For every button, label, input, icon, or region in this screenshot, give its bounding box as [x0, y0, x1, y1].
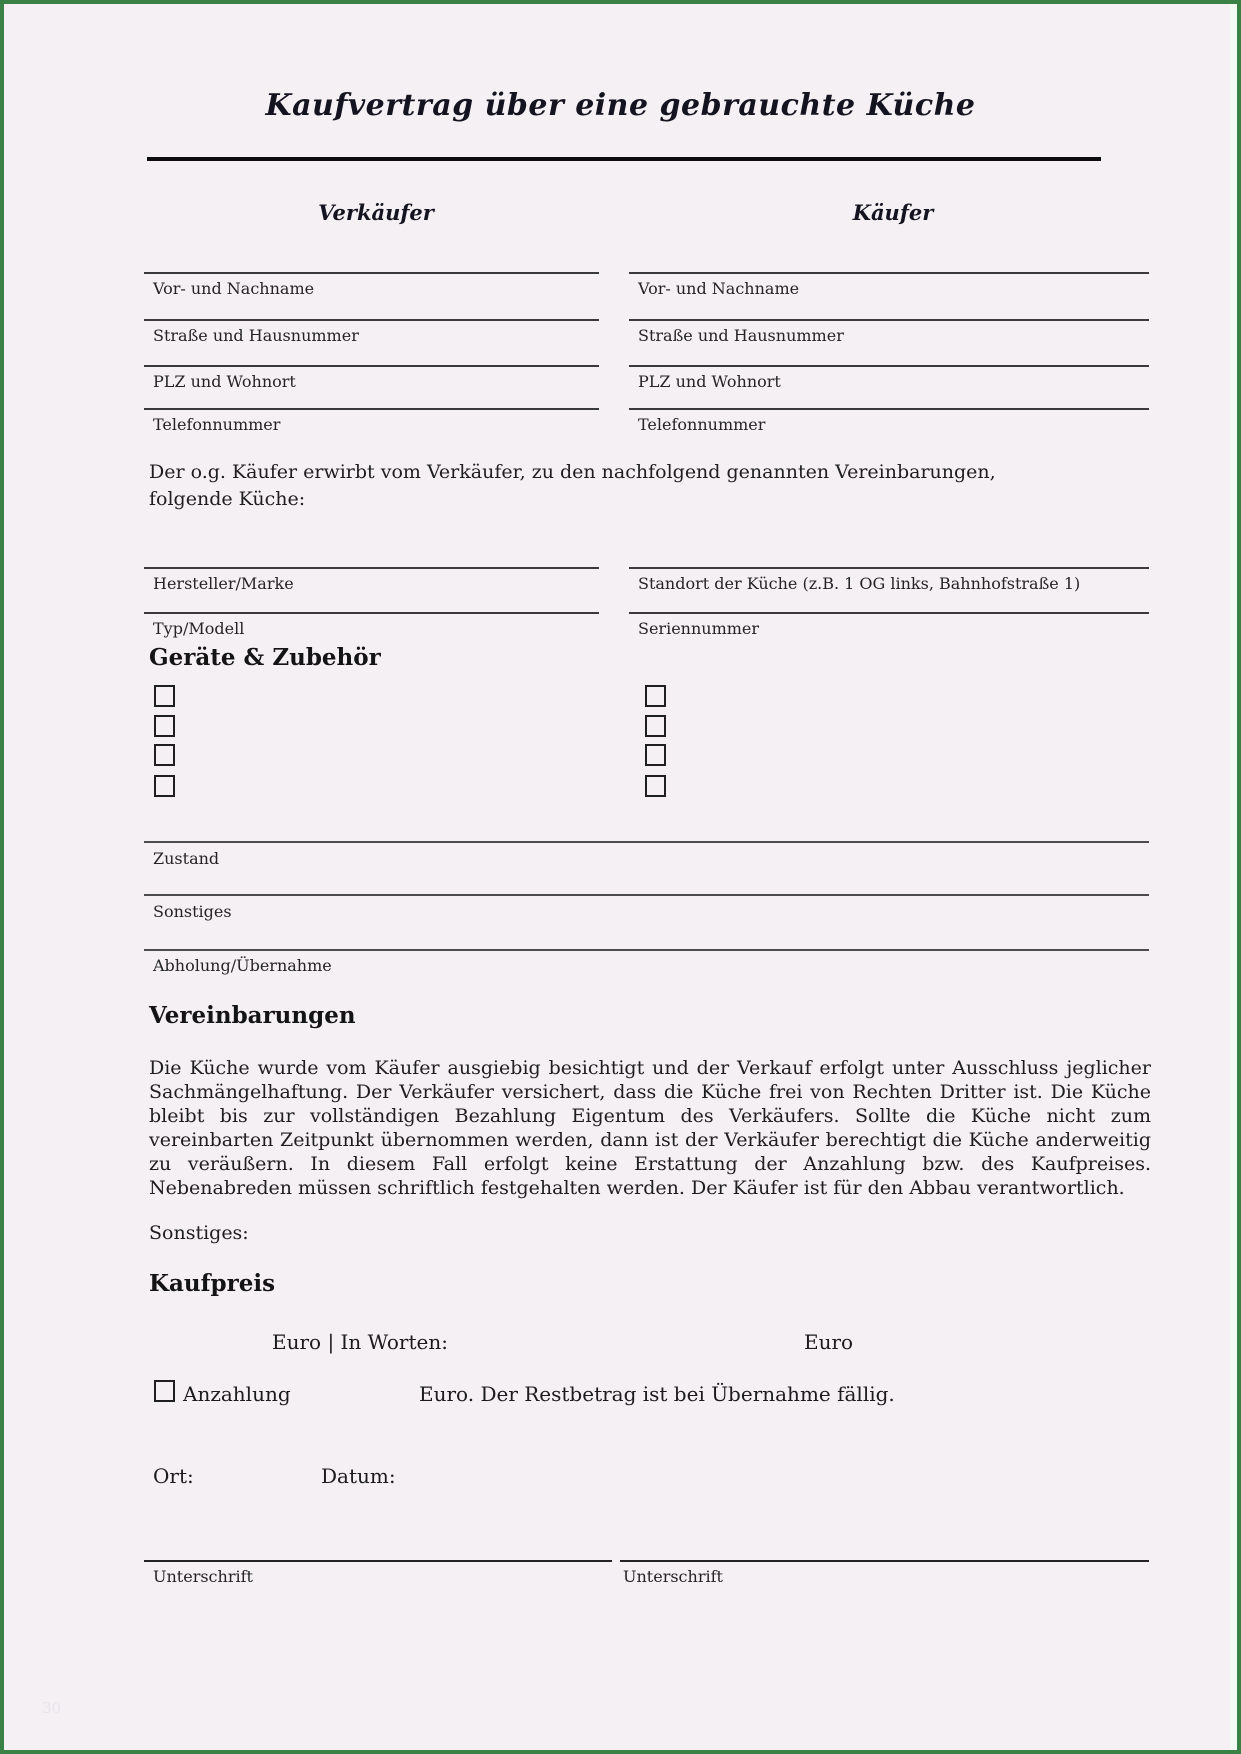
buyer-signature-line[interactable] — [620, 1560, 1149, 1562]
ort-label: Ort: — [153, 1464, 194, 1488]
equipment-checkbox-left-3[interactable] — [154, 744, 175, 766]
equipment-checkbox-right-1[interactable] — [645, 685, 666, 707]
buyer-city-field-line[interactable] — [629, 365, 1149, 367]
pickup-field-line[interactable] — [144, 949, 1149, 951]
seller-street-label: Straße und Hausnummer — [153, 326, 359, 345]
buyer-signature-label: Unterschrift — [623, 1567, 723, 1586]
equipment-checkbox-right-4[interactable] — [645, 775, 666, 797]
sonstiges-label: Sonstiges: — [149, 1222, 249, 1244]
misc-field-line[interactable] — [144, 894, 1149, 896]
model-label: Typ/Modell — [153, 619, 245, 638]
buyer-city-label: PLZ und Wohnort — [638, 372, 781, 391]
location-label: Standort der Küche (z.B. 1 OG links, Bahnhofstraße 1) — [638, 574, 1081, 593]
pickup-label: Abholung/Übernahme — [153, 956, 332, 975]
buyer-phone-field-line[interactable] — [629, 408, 1149, 410]
seller-name-field-line[interactable] — [144, 272, 599, 274]
equipment-heading: Geräte & Zubehör — [149, 644, 381, 671]
seller-city-label: PLZ und Wohnort — [153, 372, 296, 391]
location-field-line[interactable] — [629, 567, 1149, 569]
buyer-street-field-line[interactable] — [629, 319, 1149, 321]
page-number-watermark: 30 — [42, 1699, 62, 1717]
equipment-checkbox-left-1[interactable] — [154, 685, 175, 707]
equipment-checkbox-right-2[interactable] — [645, 715, 666, 737]
euro-in-words-label: Euro | In Worten: — [272, 1330, 448, 1354]
condition-field-line[interactable] — [144, 841, 1149, 843]
page-title: Kaufvertrag über eine gebrauchte Küche — [265, 88, 976, 123]
price-heading: Kaufpreis — [149, 1270, 276, 1297]
seller-signature-line[interactable] — [144, 1560, 612, 1562]
deposit-label: Anzahlung — [183, 1382, 291, 1406]
datum-label: Datum: — [321, 1464, 396, 1488]
page-edge-strip — [1230, 4, 1237, 1750]
serial-field-line[interactable] — [629, 612, 1149, 614]
seller-signature-label: Unterschrift — [153, 1567, 253, 1586]
seller-phone-field-line[interactable] — [144, 408, 599, 410]
manufacturer-field-line[interactable] — [144, 567, 599, 569]
buyer-heading: Käufer — [852, 200, 934, 225]
equipment-checkbox-left-4[interactable] — [154, 775, 175, 797]
model-field-line[interactable] — [144, 612, 599, 614]
seller-city-field-line[interactable] — [144, 365, 599, 367]
agreements-paragraph: Die Küche wurde vom Käufer ausgiebig besichtigt und der Verkauf erfolgt unter Ausschluss jeglicher Sachmängelhaftung. Der Verkäufer versichert, dass die Küche frei von Rechten Dritter ist. Die Küche bleibt bis zur vollständigen Bezahlung Eigentum des Verkäufers. Sollte die Küche nicht zum vereinbarten Zeitpunkt übernommen werden, dann ist der Verkäufer berechtigt die Küche anderweitig zu veräußern. In diesem Fall erfolgt keine Erstattung der Anzahlung bzw. des Kaufpreises. Nebenabreden müssen schriftlich festgehalten werden. Der Käufer ist für den Abbau verantwortlich. — [149, 1057, 1151, 1199]
seller-street-field-line[interactable] — [144, 319, 599, 321]
misc-label: Sonstiges — [153, 902, 232, 921]
manufacturer-label: Hersteller/Marke — [153, 574, 294, 593]
intro-paragraph: Der o.g. Käufer erwirbt vom Verkäufer, zu den nachfolgend genannten Vereinbarungen, folgende Küche: — [149, 461, 996, 510]
seller-name-label: Vor- und Nachname — [153, 279, 315, 298]
title-rule — [147, 157, 1101, 161]
buyer-name-label: Vor- und Nachname — [638, 279, 800, 298]
buyer-phone-label: Telefonnummer — [638, 415, 766, 434]
buyer-street-label: Straße und Hausnummer — [638, 326, 844, 345]
equipment-checkbox-left-2[interactable] — [154, 715, 175, 737]
deposit-note: Euro. Der Restbetrag ist bei Übernahme fällig. — [419, 1382, 895, 1406]
agreements-heading: Vereinbarungen — [149, 1002, 356, 1029]
seller-heading: Verkäufer — [318, 200, 434, 225]
deposit-checkbox[interactable] — [154, 1380, 175, 1402]
buyer-name-field-line[interactable] — [629, 272, 1149, 274]
euro-label: Euro — [804, 1330, 854, 1354]
seller-phone-label: Telefonnummer — [153, 415, 281, 434]
condition-label: Zustand — [153, 849, 220, 868]
serial-label: Seriennummer — [638, 619, 760, 638]
equipment-checkbox-right-3[interactable] — [645, 744, 666, 766]
